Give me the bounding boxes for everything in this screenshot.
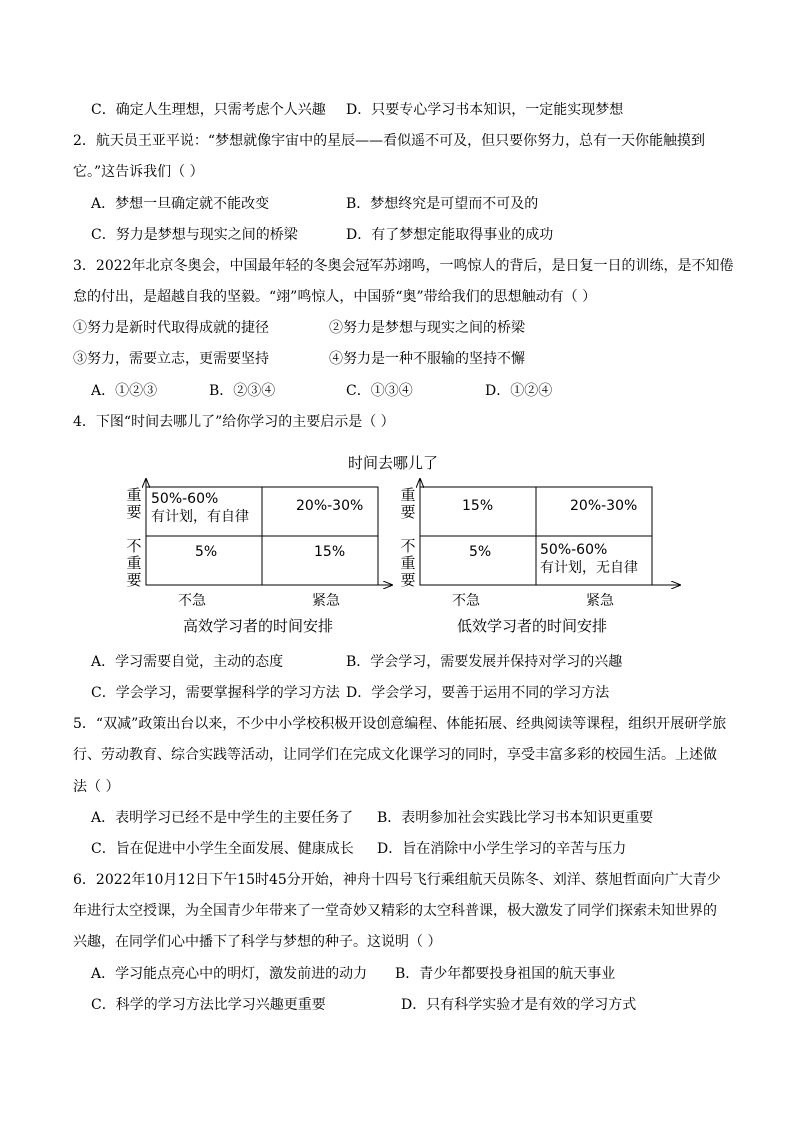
q4-option-a: A．学习需要自觉，主动的态度 <box>91 654 284 670</box>
left-y-label-not-important: 不重要 <box>126 537 142 589</box>
q4-option-c: C．学会学习，需要掌握科学的学习方法 <box>91 685 340 701</box>
q6-stem-line2: 年进行太空授课，为全国青少年带来了一堂奇妙又精彩的太空科普课，极大激发了同学们探索未知世界的 <box>73 903 717 919</box>
q4-stem: 4．下图“时间去哪儿了”给你学习的主要启示是（ ） <box>73 414 395 430</box>
q1-option-d: D．只要专心学习书本知识，一定能实现梦想 <box>346 102 624 118</box>
left-x-label-urgent: 紧急 <box>312 593 340 609</box>
left-caption: 高效学习者的时间安排 <box>183 617 334 635</box>
q3-stem-line2: 怠的付出，是超越自我的坚毅。“翊”鸣惊人，中国骄“奥”带给我们的思想触动有（ ） <box>73 289 597 305</box>
q1-option-c: C．确定人生理想，只需考虑个人兴趣 <box>91 102 326 118</box>
q4-option-d: D．学会学习，要善于运用不同的学习方法 <box>346 685 610 701</box>
q3-stem-line1: 3．2022年北京冬奥会，中国最年轻的冬奥会冠军苏翊鸣，一鸣惊人的背后，是日复一日的训练，是不知倦 <box>73 258 734 274</box>
q3-statement-4: ④努力是一种不服输的坚持不懈 <box>329 351 525 367</box>
right-cell-important-urgent: 20%-30% <box>570 498 638 514</box>
left-cell-unimportant-not-urgent: 5% <box>195 544 218 560</box>
q5-option-b: B．表明参加社会实践比学习书本知识更重要 <box>377 810 654 826</box>
left-y-label-important: 重要 <box>126 486 142 521</box>
q2-option-b: B．梦想终究是可望而不可及的 <box>346 196 539 212</box>
q6-stem-line1: 6．2022年10月12日下午15时45分开始，神舟十四号飞行乘组航天员陈冬、刘洋、蔡旭哲面向广大青少 <box>73 872 721 888</box>
q6-stem-line3: 兴趣，在同学们心中播下了科学与梦想的种子。这说明（ ） <box>73 934 442 950</box>
q5-stem-line3: 法（ ） <box>73 779 120 795</box>
q3-option-d: D．①②④ <box>485 383 553 399</box>
q6-option-a: A．学习能点亮心中的明灯，激发前进的动力 <box>91 966 368 982</box>
q3-option-b: B．②③④ <box>209 383 276 399</box>
q2-option-d: D．有了梦想定能取得事业的成功 <box>346 227 554 243</box>
right-x-label-not-urgent: 不急 <box>452 593 480 609</box>
left-cell-important-not-urgent: 50%-60% 有计划，有自律 <box>151 491 249 525</box>
q5-option-a: A．表明学习已经不是中学生的主要任务了 <box>91 810 354 826</box>
left-cell-important-urgent: 20%-30% <box>296 498 364 514</box>
right-y-label-important: 重要 <box>400 486 416 521</box>
q5-option-d: D．旨在消除中小学生学习的辛苦与压力 <box>377 841 627 857</box>
right-cell-unimportant-not-urgent: 5% <box>469 544 492 560</box>
q2-option-a: A．梦想一旦确定就不能改变 <box>91 196 270 212</box>
q3-option-a: A．①②③ <box>91 383 158 399</box>
figure-title: 时间去哪儿了 <box>348 454 439 472</box>
q6-option-d: D．只有科学实验才是有效的学习方式 <box>401 997 637 1013</box>
q6-option-b: B．青少年都要投身祖国的航天事业 <box>395 966 616 982</box>
q2-option-c: C．努力是梦想与现实之间的桥梁 <box>91 227 298 243</box>
q3-statement-3: ③努力，需要立志，更需要坚持 <box>73 351 269 367</box>
q5-stem-line1: 5．“双减”政策出台以来，不少中小学校积极开设创意编程、体能拓展、经典阅读等课程，组织开展研学旅 <box>73 716 727 732</box>
right-caption: 低效学习者的时间安排 <box>457 617 608 635</box>
q3-statement-2: ②努力是梦想与现实之间的桥梁 <box>329 320 525 336</box>
q4-option-b: B．学会学习，需要发展并保持对学习的兴趣 <box>346 654 623 670</box>
q3-statement-1: ①努力是新时代取得成就的捷径 <box>73 320 269 336</box>
right-y-label-not-important: 不重要 <box>400 537 416 589</box>
q5-stem-line2: 行、劳动教育、综合实践等活动，让同学们在完成文化课学习的同时，享受丰富多彩的校园生活。上述做 <box>73 747 717 763</box>
q6-option-c: C．科学的学习方法比学习兴趣更重要 <box>91 997 326 1013</box>
left-x-label-not-urgent: 不急 <box>178 593 206 609</box>
q2-stem-line2: 它。”这告诉我们（ ） <box>73 164 204 180</box>
q2-stem-line1: 2．航天员王亚平说：“梦想就像宇宙中的星辰——看似遥不可及，但只要你努力，总有一天你能触摸到 <box>73 133 706 149</box>
right-x-label-urgent: 紧急 <box>586 593 614 609</box>
q3-option-c: C．①③④ <box>346 383 413 399</box>
right-cell-important-not-urgent: 15% <box>462 498 494 514</box>
left-cell-unimportant-urgent: 15% <box>314 544 346 560</box>
right-cell-unimportant-urgent: 50%-60% 有计划，无自律 <box>540 542 638 576</box>
q5-option-c: C．旨在促进中小学生全面发展、健康成长 <box>91 841 354 857</box>
